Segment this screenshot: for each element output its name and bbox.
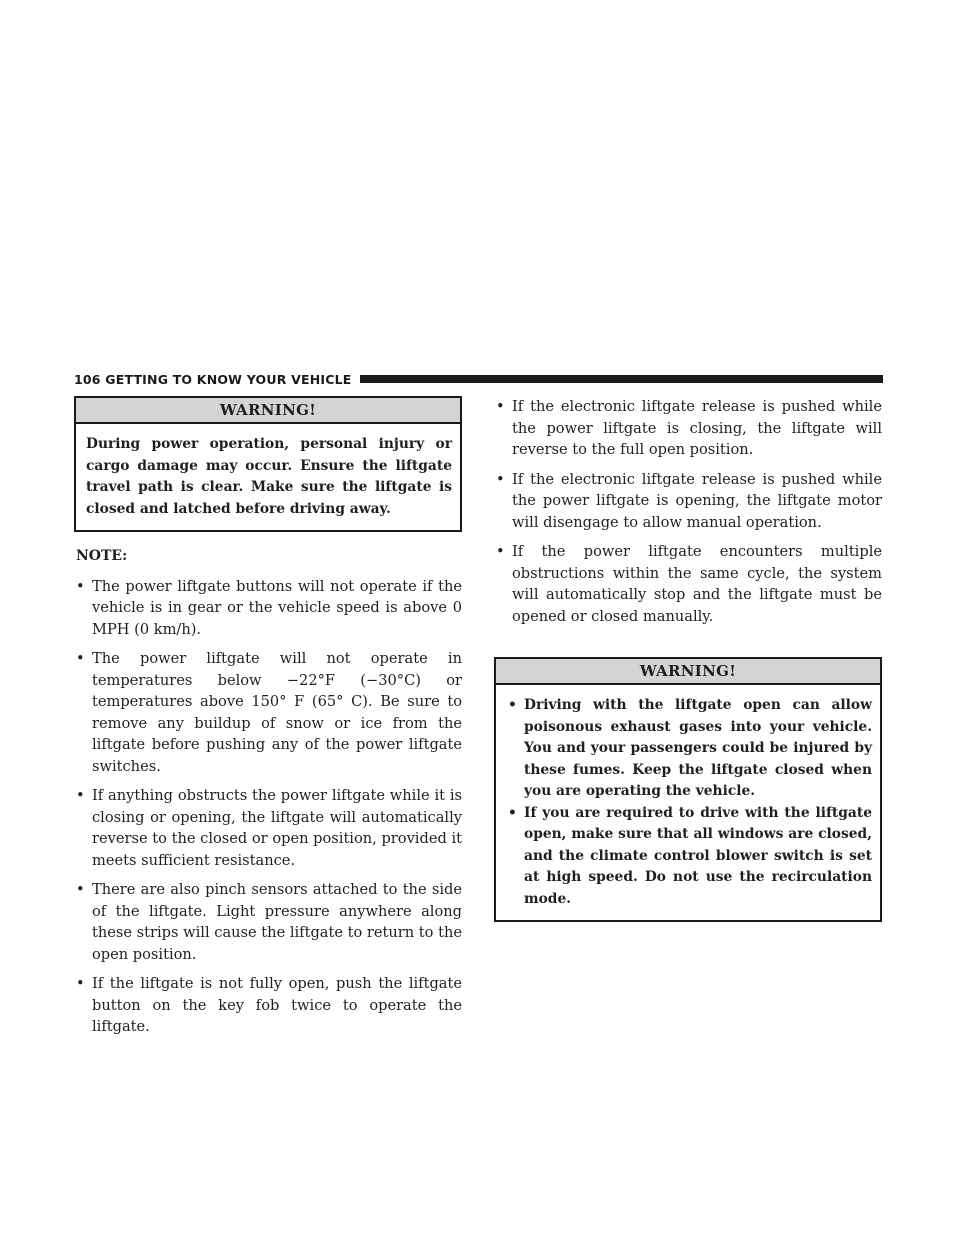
- warning-title: WARNING!: [76, 398, 460, 424]
- warning-box: [494, 657, 882, 922]
- bullet-icon: •: [508, 804, 517, 821]
- list-item: • Driving with the liftgate open can allow poisonous exhaust gases into your vehicle. You and your passengers could be injured by these fumes. Keep the liftgate closed when you are operating the vehicle.: [508, 697, 872, 799]
- left-column: [74, 396, 462, 1046]
- warning-body: [496, 685, 880, 920]
- list-item: • If anything obstructs the power liftgate while it is closing or opening, the liftgate will automatically reverse to the closed or open position, provided it meets sufficient resistance.: [76, 787, 462, 869]
- spacer: [494, 635, 882, 657]
- bullet-icon: •: [76, 577, 85, 595]
- list-item: • The power liftgate buttons will not operate if the vehicle is in gear or the vehicle speed is above 0 MPH (0 km/h).: [76, 577, 462, 638]
- bullet-icon: •: [496, 543, 505, 560]
- header-rule: [360, 375, 884, 383]
- page-header: [74, 371, 883, 387]
- bullet-icon: •: [496, 398, 505, 415]
- bullet-icon: •: [496, 470, 505, 488]
- note-label: NOTE:: [76, 548, 128, 564]
- list-item: • If the liftgate is not fully open, push the liftgate button on the key fob twice to operate the liftgate.: [76, 975, 462, 1035]
- warning-title: WARNING!: [496, 659, 880, 685]
- list-item: • If the electronic liftgate release is pushed while the power liftgate is closing, the liftgate will reverse to the full open position.: [496, 398, 882, 458]
- list-item: • If you are required to drive with the liftgate open, make sure that all windows are closed, and the climate control blower switch is set at high speed. Do not use the recirculation mode.: [508, 804, 872, 907]
- behavior-list: [494, 396, 882, 627]
- list-item: • The power liftgate will not operate in temperatures below −22°F (−30°C) or temperatures above 150° F (65° C). Be sure to remove any buildup of snow or ice from the liftgate before pushing any of the power liftgate switches.: [76, 650, 462, 775]
- list-item: • If the power liftgate encounters multiple obstructions within the same cycle, the system will automatically stop and the liftgate must be opened or closed manually.: [496, 543, 882, 625]
- bullet-icon: •: [76, 650, 85, 667]
- list-item: • There are also pinch sensors attached to the side of the liftgate. Light pressure anywhere along these strips will cause the liftgate to return to the open position.: [76, 881, 462, 963]
- page-number-title: 106 GETTING TO KNOW YOUR VEHICLE: [74, 371, 352, 387]
- bullet-icon: •: [508, 697, 517, 713]
- bullet-icon: •: [76, 975, 85, 992]
- list-item: • If the electronic liftgate release is pushed while the power liftgate is opening, the liftgate motor will disengage to allow manual operation.: [496, 470, 882, 531]
- bullet-icon: •: [76, 881, 85, 898]
- warning-box: [74, 396, 462, 532]
- bullet-icon: •: [76, 787, 85, 804]
- warning-text: During power operation, personal injury or cargo damage may occur. Ensure the liftgate travel path is clear. Make sure the liftgate is closed and latched before driving away.: [86, 436, 452, 517]
- right-column: [494, 396, 882, 922]
- warning-list: [506, 695, 872, 910]
- note-list: [74, 576, 462, 1038]
